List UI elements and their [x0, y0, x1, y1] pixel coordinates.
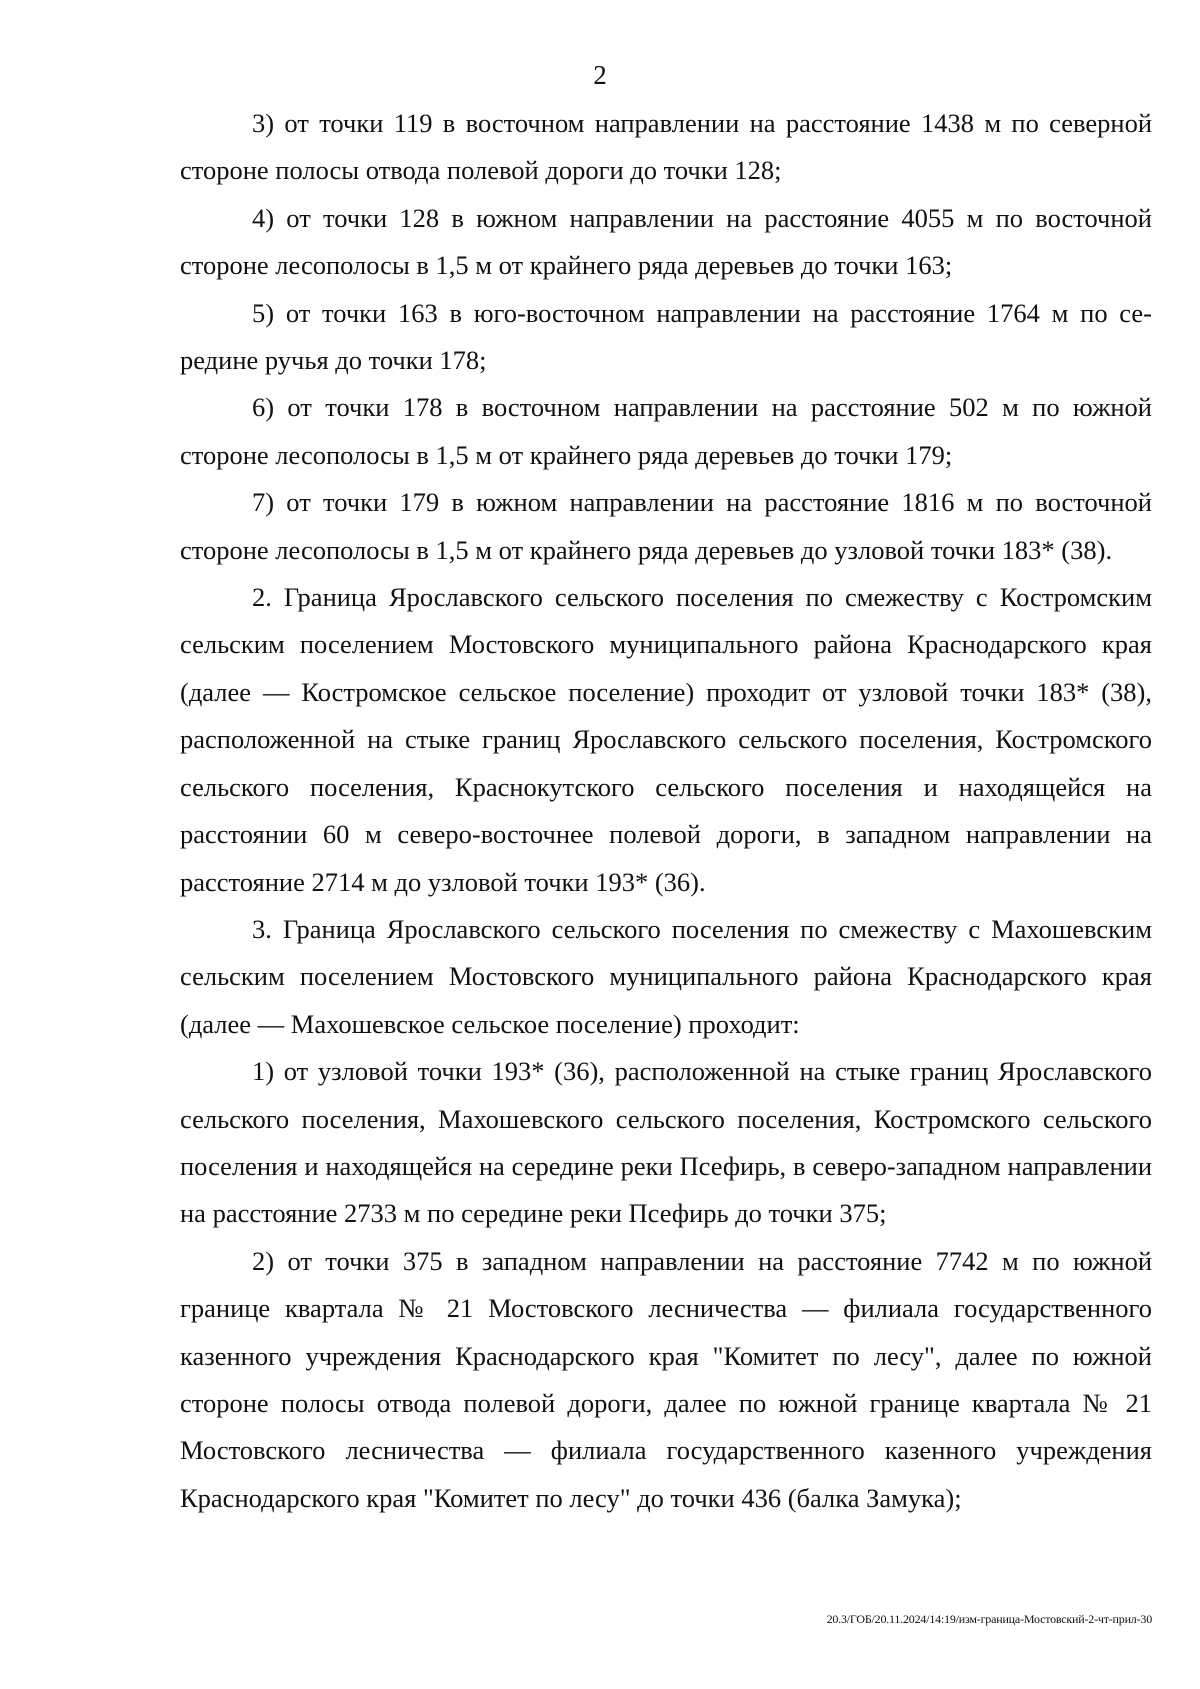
section-3-makhoshevskoe: 3. Граница Ярославского сельского поселения по смежеству с Махошевским сельским поселением Мостовского муниципального района Краснодарского края (далее — Махошевское сельское поселение) проходит: [180, 913, 1152, 1039]
document-footer-code: 20.3/ГОБ/20.11.2024/14:19/изм-граница-Мостовский-2-чт-прил-30 [826, 1612, 1152, 1626]
paragraph-boundary-6: 6) от точки 178 в восточном направлении на расстояние 502 м по южной стороне лесополосы в 1,5 м от крайнего ряда деревьев до точки 179; [180, 392, 1152, 470]
page-number: 2 [593, 60, 607, 90]
paragraph-boundary-5: 5) от точки 163 в юго-восточном направлении на расстояние 1764 м по середине ручья до точки 178; [180, 297, 1152, 376]
section-3-item-1: 1) от узловой точки 193* (36), расположенной на стыке границ Ярославского сельского поселения, Махошевского сельского поселения, Костромского сельского поселения и находящейся на середине реки Псефирь, в северо-западном направлении на расстояние 2733 м по середине реки Псефирь до точки 375; [180, 1056, 1152, 1229]
section-3-item-2: 2) от точки 375 в западном направлении на расстояние 7742 м по южной границе квартала № 21 Мостовского лесничества — филиала государственного казенного учреждения Краснодарского края "Комитет по лесу", далее по южной стороне полосы отвода полевой дороги, далее по южной границе квартала № 21 Мостовского лесничества — филиала государственного казенного учреждения Краснодарского края "Комитет по лесу" до точки 436 (балка Замука); [180, 1245, 1152, 1513]
section-2-kostromskoe: 2. Граница Ярославского сельского поселения по смежеству с Костромским сельским поселением Мостовского муниципального района Краснодарского края (далее — Костромское сельское поселение) проходит от узловой точки 183* (38), расположенной на стыке границ Ярославского сельского поселения, Костромского сельского поселения, Краснокутского сельского поселения и находящейся на расстоянии 60 м северо-восточнее полевой дороги, в западном направлении на расстояние 2714 м до узловой точки 193* (36). [180, 582, 1152, 897]
document-body [180, 100, 1152, 1522]
paragraph-boundary-4: 4) от точки 128 в южном направлении на расстояние 4055 м по восточной стороне лесополосы в 1,5 м от крайнего ряда деревьев до точки 163; [180, 202, 1152, 281]
paragraph-boundary-7: 7) от точки 179 в южном направлении на расстояние 1816 м по восточной стороне лесополосы в 1,5 м от крайнего ряда деревьев до узловой точки 183* (38). [180, 487, 1152, 565]
paragraph-boundary-3: 3) от точки 119 в восточном направлении на расстояние 1438 м по северной стороне полосы отвода полевой дороги до точки 128; [180, 108, 1152, 186]
